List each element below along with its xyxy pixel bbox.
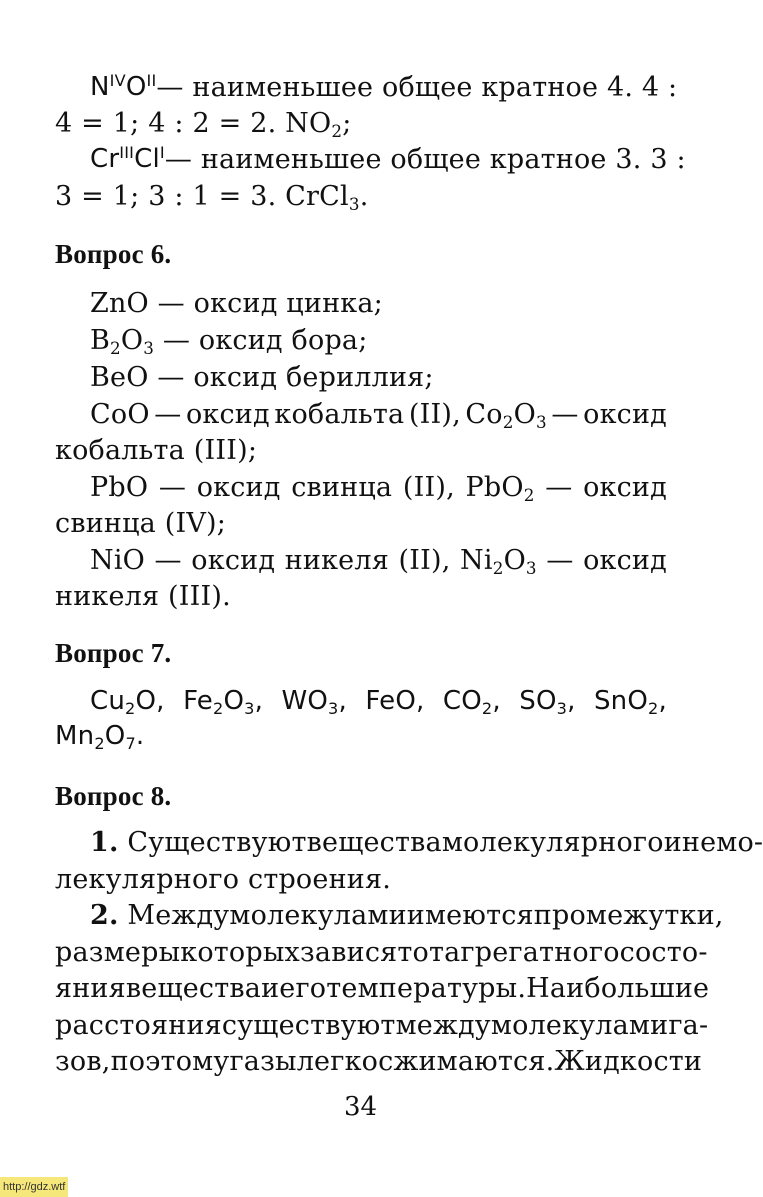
text-line-p2-2: размеры которых зависят от агрегатного состо- bbox=[55, 937, 708, 968]
text-line-p1-cont: лекулярного строения. bbox=[55, 864, 391, 895]
text-line-p2-4: расстояния существуют между молекулами га- bbox=[55, 1010, 709, 1041]
text-line-nio-cont: никеля (III). bbox=[55, 581, 231, 612]
text-line-p2: 2. Между молекулами имеются промежутки, bbox=[90, 900, 724, 931]
text-line-coo-cont: кобальта (III); bbox=[55, 435, 258, 466]
formula-cr-cl: $Cr^{III}Cl^I$ bbox=[90, 143, 165, 174]
text-line-nio: NiO — оксид никеля (II), $Ni_2O_3$ — оксид bbox=[90, 545, 667, 579]
heading-question-7: Вопрос 7. bbox=[55, 638, 172, 668]
text-line-coo: CoO — оксид кобальта (II), $Co_2O_3$ — оксид bbox=[90, 399, 667, 433]
text-line-zno: ZnO — оксид цинка; bbox=[90, 288, 383, 319]
text-line-pbo: PbO — оксид свинца (II), PbO$_2$ — оксид bbox=[90, 472, 667, 506]
text-line-n-o bbox=[90, 71, 678, 103]
heading-question-6: Вопрос 6. bbox=[55, 239, 172, 269]
text-line-p2-5: зов, поэтому газы легко сжимаются. Жидкости bbox=[55, 1046, 703, 1077]
text-line-beo: BeO — оксид бериллия; bbox=[90, 362, 434, 393]
watermark-link[interactable]: http://gdz.wtf bbox=[0, 1177, 68, 1197]
text-line-cr-cl-cont: 3 = 1; 3 : 1 = 3. CrCl$_3$. bbox=[55, 181, 369, 215]
text-line-cr-cl bbox=[90, 143, 686, 175]
text-segment: — наименьшее общее кратное 3. 3 : bbox=[164, 144, 686, 175]
page-number: 34 bbox=[343, 1092, 378, 1122]
text-segment: — наименьшее общее кратное 4. 4 : bbox=[156, 72, 678, 103]
text-line-pbo-cont: свинца (IV); bbox=[55, 508, 227, 539]
text-line-oxides-cont: $Mn_2O_7$. bbox=[55, 721, 145, 754]
text-line-n-o-cont: 4 = 1; 4 : 2 = 2. $NO_2$; bbox=[55, 108, 352, 142]
text-line-p1: 1. Существуют вещества молекулярного и немо- bbox=[90, 827, 763, 858]
text-line-b2o3: $B_2O_3$ — оксид бора; bbox=[90, 325, 368, 359]
text-line-oxides: $Cu_2O$, $Fe_2O_3$, $WO_3$, FeO, $CO_2$, $SO_3$, SnO$_2$, bbox=[90, 686, 667, 719]
formula-n-o: $N^{IV}O^{II}$ bbox=[90, 71, 157, 102]
heading-question-8: Вопрос 8. bbox=[55, 781, 172, 811]
text-line-p2-3: яния вещества и его температуры. Наибольшие bbox=[55, 973, 710, 1004]
